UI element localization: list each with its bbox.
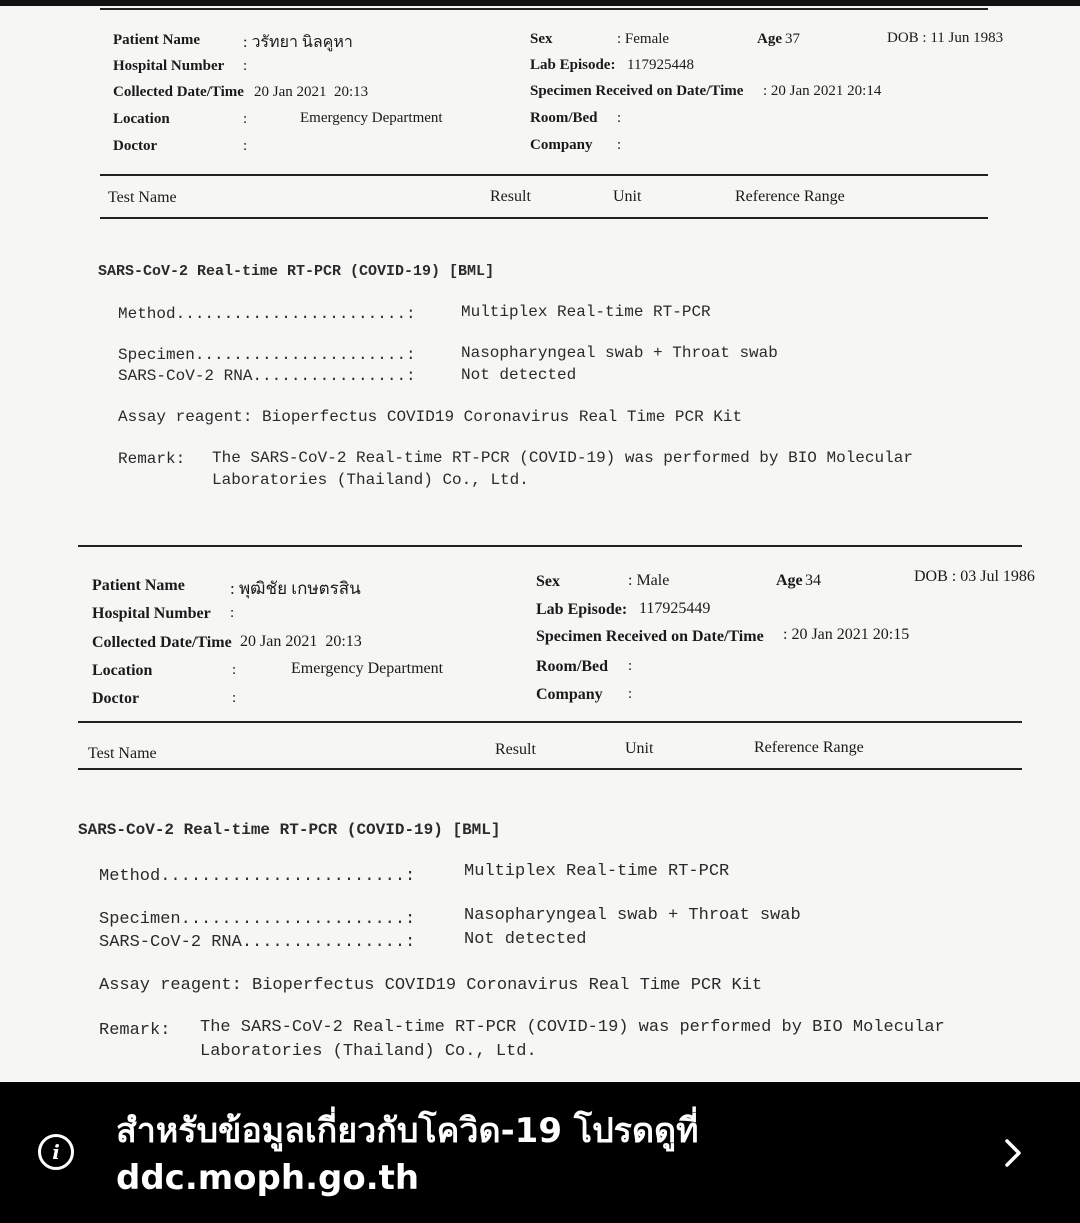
- col-unit: Unit: [613, 188, 642, 205]
- lab-episode-value: 117925449: [639, 600, 711, 617]
- patient-name-label: Patient Name: [92, 577, 185, 594]
- doctor-sep: :: [232, 690, 237, 706]
- patient-name-value: : วรัทยา นิลคูหา: [243, 34, 353, 51]
- hospital-number-label: Hospital Number: [113, 58, 225, 74]
- age-label: Age: [757, 31, 782, 47]
- location-value: Emergency Department: [291, 660, 444, 677]
- collected-value: 20 Jan 2021 20:13: [240, 633, 362, 650]
- covid-info-link-text[interactable]: สำหรับข้อมูลเกี่ยวกับโควิด-19 โปรดดูที่ ddc.moph.go.th: [116, 1111, 699, 1198]
- method-value: Multiplex Real-time RT-PCR: [461, 303, 711, 321]
- top-edge: [0, 0, 1080, 6]
- lab-episode-value: 117925448: [627, 57, 694, 73]
- hospital-number-sep: :: [230, 605, 235, 621]
- specimen-received-label: Specimen Received on Date/Time: [530, 83, 744, 99]
- specimen-label: Specimen......................:: [118, 346, 416, 364]
- specimen-received-value: : 20 Jan 2021 20:14: [763, 83, 882, 99]
- col-test-name: Test Name: [108, 189, 177, 206]
- dob-value: DOB : 11 Jun 1983: [887, 30, 1004, 46]
- top-rule: [78, 545, 1022, 547]
- sex-label: Sex: [530, 31, 553, 47]
- table-header-top-rule: [100, 174, 988, 176]
- test-title: SARS-CoV-2 Real-time RT-PCR (COVID-19) [BML]: [78, 821, 501, 839]
- company-sep: :: [628, 686, 633, 702]
- sex-value: : Female: [617, 31, 670, 47]
- top-rule: [100, 8, 988, 10]
- patient-name-label: Patient Name: [113, 32, 201, 48]
- col-result: Result: [495, 741, 536, 758]
- remark-label: Remark:: [118, 450, 186, 468]
- collected-label: Collected Date/Time: [113, 84, 244, 100]
- col-unit: Unit: [625, 740, 654, 757]
- assay-reagent: Assay reagent: Bioperfectus COVID19 Coronavirus Real Time PCR Kit: [118, 408, 743, 426]
- collected-value: 20 Jan 2021 20:13: [254, 84, 369, 100]
- remark-label: Remark:: [99, 1021, 171, 1040]
- specimen-received-label: Specimen Received on Date/Time: [536, 628, 764, 645]
- room-sep: :: [628, 658, 633, 674]
- location-value: Emergency Department: [300, 110, 443, 126]
- company-sep: :: [617, 137, 622, 153]
- specimen-received-value: : 20 Jan 2021 20:15: [783, 626, 910, 643]
- sex-label: Sex: [536, 573, 560, 590]
- age-label: Age: [776, 572, 803, 589]
- company-label: Company: [536, 686, 603, 703]
- remark-line-1: The SARS-CoV-2 Real-time RT-PCR (COVID-19) was performed by BIO Molecular: [200, 1018, 945, 1037]
- doctor-sep: :: [243, 138, 248, 154]
- remark-line-1: The SARS-CoV-2 Real-time RT-PCR (COVID-19) was performed by BIO Molecular: [212, 449, 913, 467]
- hospital-number-label: Hospital Number: [92, 605, 211, 622]
- age-value: 34: [805, 572, 821, 589]
- remark-line-2: Laboratories (Thailand) Co., Ltd.: [200, 1042, 537, 1061]
- doctor-label: Doctor: [92, 690, 140, 707]
- doctor-label: Doctor: [113, 138, 158, 154]
- location-sep: :: [232, 662, 237, 678]
- dob-value: DOB : 03 Jul 1986: [914, 568, 1035, 585]
- table-header-top-rule: [78, 721, 1022, 723]
- test-title: SARS-CoV-2 Real-time RT-PCR (COVID-19) [BML]: [98, 263, 495, 280]
- col-result: Result: [490, 188, 531, 205]
- method-value: Multiplex Real-time RT-PCR: [464, 862, 730, 881]
- specimen-label: Specimen......................:: [99, 910, 416, 929]
- room-label: Room/Bed: [530, 110, 598, 126]
- chevron-right-icon[interactable]: [1000, 1136, 1026, 1170]
- location-label: Location: [92, 662, 153, 679]
- room-label: Room/Bed: [536, 658, 608, 675]
- assay-reagent: Assay reagent: Bioperfectus COVID19 Coronavirus Real Time PCR Kit: [99, 976, 763, 995]
- table-header-bottom-rule: [100, 217, 988, 219]
- info-icon-glyph: i: [52, 1140, 60, 1164]
- table-header-bottom-rule: [78, 768, 1022, 770]
- lab-episode-label: Lab Episode:: [530, 57, 616, 73]
- rna-result: Not detected: [461, 366, 577, 384]
- sex-value: : Male: [628, 572, 670, 589]
- col-reference-range: Reference Range: [735, 188, 845, 205]
- lab-episode-label: Lab Episode:: [536, 601, 628, 618]
- rna-label: SARS-CoV-2 RNA................:: [118, 367, 416, 385]
- col-reference-range: Reference Range: [754, 739, 864, 756]
- col-test-name: Test Name: [88, 745, 157, 762]
- hospital-number-sep: :: [243, 58, 248, 74]
- rna-label: SARS-CoV-2 RNA................:: [99, 933, 416, 952]
- method-label: Method........................:: [118, 305, 416, 323]
- rna-result: Not detected: [464, 930, 587, 949]
- company-label: Company: [530, 137, 593, 153]
- patient-name-value: : พุฒิชัย เกษตรสิน: [230, 579, 361, 598]
- location-sep: :: [243, 111, 248, 127]
- location-label: Location: [113, 111, 170, 127]
- specimen-value: Nasopharyngeal swab + Throat swab: [464, 906, 801, 925]
- specimen-value: Nasopharyngeal swab + Throat swab: [461, 344, 778, 362]
- age-value: 37: [785, 31, 800, 47]
- method-label: Method........................:: [99, 867, 416, 886]
- info-icon: [38, 1134, 74, 1170]
- remark-line-2: Laboratories (Thailand) Co., Ltd.: [212, 471, 529, 489]
- room-sep: :: [617, 110, 622, 126]
- collected-label: Collected Date/Time: [92, 634, 232, 651]
